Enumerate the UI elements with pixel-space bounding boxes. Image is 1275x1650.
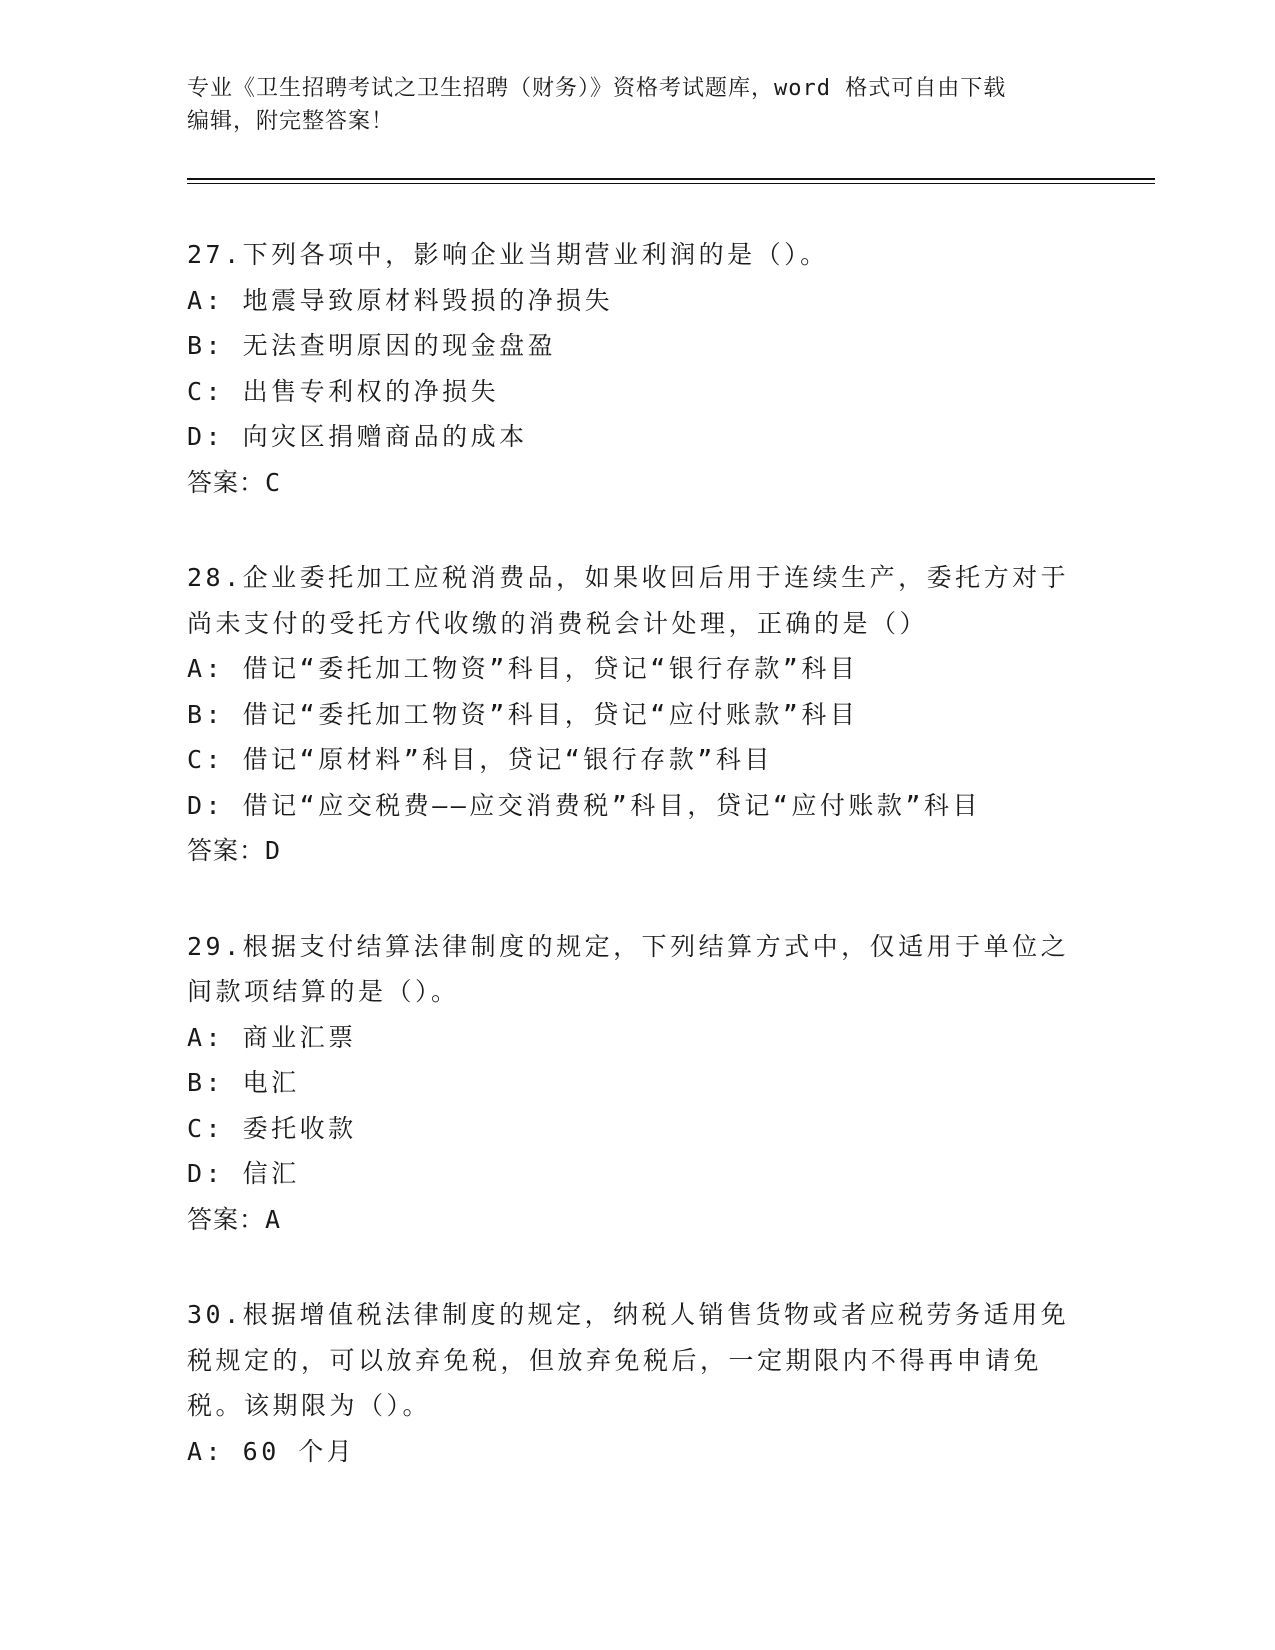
option-c: C: 出售专利权的净损失 [187,376,500,406]
answer-label: 答案： [187,1204,266,1234]
question-stem: 间款项结算的是（）。 [187,977,460,1006]
answer-value: C [265,467,282,497]
answer-value: D [265,836,282,865]
option-b: B: 无法查明原因的现金盘盈 [187,331,557,360]
answer-label: 答案： [187,467,266,497]
question-28 [187,555,1087,874]
option-d: D: 信汇 [187,1159,300,1188]
header-line-2: 编辑，附完整答案！ [187,109,395,134]
question-stem: 28.企业委托加工应税消费品，如果收回后用于连续生产，委托方对于 [187,563,1070,592]
question-29 [187,924,1087,1243]
question-stem: 30.根据增值税法律制度的规定，纳税人销售货物或者应税劳务适用免 [187,1300,1070,1329]
question-list [187,232,1087,1524]
question-stem: 尚未支付的受托方代收缴的消费税会计处理，正确的是（） [187,608,929,638]
answer-label: 答案： [187,836,266,865]
option-d: D: 借记“应交税费——应交消费税”科目，贷记“应付账款”科目 [187,790,981,820]
question-stem: 税规定的，可以放弃免税，但放弃免税后，一定期限内不得再申请免 [187,1345,1043,1375]
answer-line [187,460,1087,506]
question-27 [187,232,1087,505]
header-divider-thick [187,178,1155,180]
header-line-1: 专业《卫生招聘考试之卫生招聘（财务）》资格考试题库，word 格式可自由下载 [187,76,1007,101]
option-c: C: 委托收款 [187,1113,357,1143]
answer-line [187,1197,1087,1243]
question-30 [187,1292,1087,1474]
option-a: A: 借记“委托加工物资”科目，贷记“银行存款”科目 [187,654,859,683]
question-stem: 税。该期限为（）。 [187,1391,432,1420]
question-stem: 29.根据支付结算法律制度的规定，下列结算方式中，仅适用于单位之 [187,931,1070,961]
document-header [187,72,1067,138]
question-stem: 27.下列各项中，影响企业当期营业利润的是（）。 [187,240,829,269]
answer-line [187,828,1087,874]
option-c: C: 借记“原材料”科目，贷记“银行存款”科目 [187,745,773,774]
option-a: A: 60 个月 [187,1436,356,1466]
option-a: A: 地震导致原材料毁损的净损失 [187,285,614,315]
header-divider-thin [187,183,1155,184]
option-d: D: 向灾区捐赠商品的成本 [187,422,528,451]
option-b: B: 借记“委托加工物资”科目，贷记“应付账款”科目 [187,699,859,729]
answer-value: A [265,1204,282,1234]
option-a: A: 商业汇票 [187,1022,357,1052]
option-b: B: 电汇 [187,1068,300,1097]
